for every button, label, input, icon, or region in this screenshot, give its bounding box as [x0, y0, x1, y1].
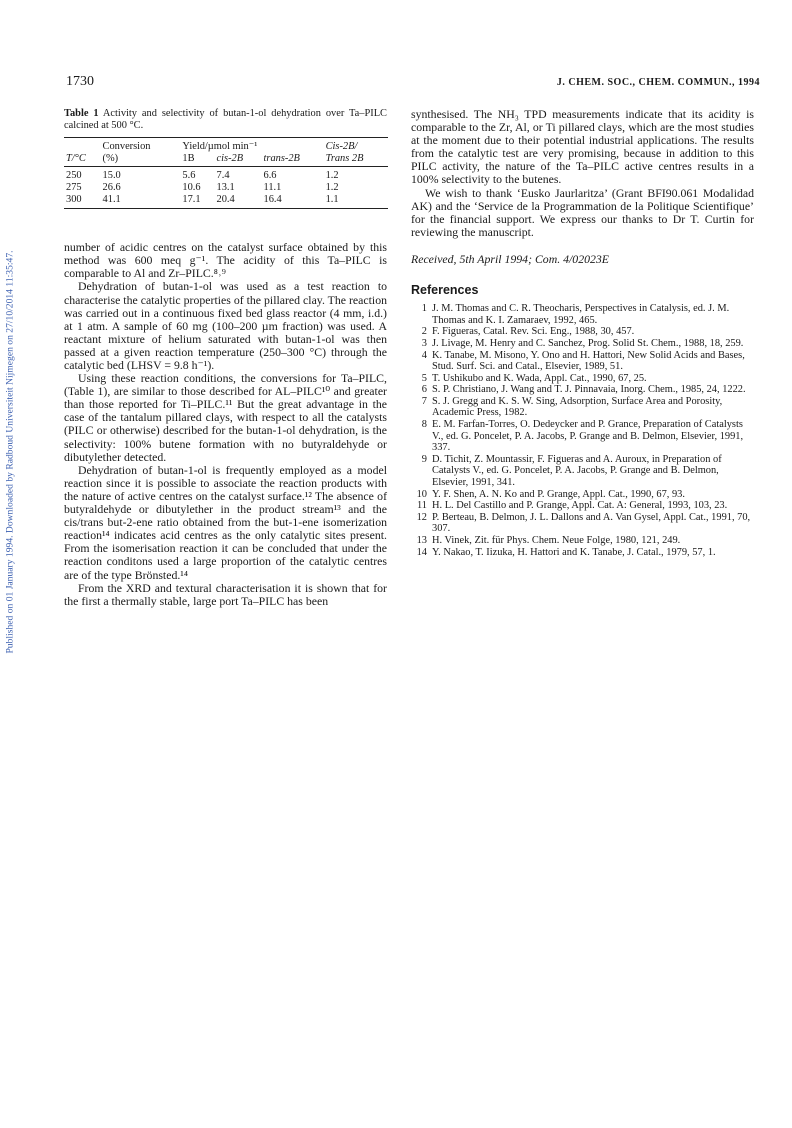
reference-text: H. Vinek, Zit. für Phys. Chem. Neue Folge, 1980, 121, 249.: [432, 535, 681, 546]
references-list: [411, 303, 754, 558]
reference-text: T. Ushikubo and K. Wada, Appl. Cat., 1990, 67, 25.: [432, 372, 647, 384]
reference-number: 13: [416, 535, 427, 546]
header-cis: cis-2B: [215, 153, 262, 167]
table-cell: 16.4: [263, 193, 282, 205]
table-cell: 7.4: [216, 170, 230, 182]
reference-item: [411, 303, 754, 326]
table-cell: 17.1: [182, 193, 201, 205]
reference-number: 11: [416, 500, 427, 512]
header-conversion-unit: (%): [101, 153, 181, 167]
reference-text: H. L. Del Castillo and P. Grange, Appl. Cat. A: General, 1993, 103, 23.: [432, 500, 728, 512]
table-cell: 41.1: [102, 193, 121, 205]
received-date: Received, 5th April 1994; Com. 4/02023E: [411, 251, 610, 266]
table-cell: 15.0: [102, 170, 121, 182]
table-caption-label: Table 1: [64, 108, 99, 119]
reference-number: 4: [421, 349, 427, 361]
results-table: [64, 137, 388, 209]
references-heading: References: [411, 283, 479, 298]
reference-number: 8: [421, 419, 427, 431]
table-cell: 11.1: [263, 181, 282, 193]
reference-item: [411, 547, 754, 559]
table-cell: 6.6: [263, 170, 277, 182]
table-caption: [64, 108, 387, 131]
body-paragraph: Using these reaction conditions, the conversions for Ta–PILC, (Table 1), are similar to those described for AL–PILC¹⁰ and greater than those reported for Ti–PILC.¹¹ But the great advantage in the case of the tantalum pillared clays, with respect to all the catalysts (PILC or otherwise) described for the butan-1-ol dehydration, is the selectivity: 100% butene formation with no butyraldehyde or dibutylether detected.: [64, 371, 387, 464]
table-cell: 5.6: [182, 170, 196, 182]
reference-number: 1: [421, 303, 427, 315]
reference-number: 10: [416, 488, 427, 500]
table-cell: 300: [66, 193, 82, 205]
reference-item: [411, 535, 754, 547]
table-row: [64, 194, 388, 209]
reference-text: E. M. Farfan-Torres, O. Dedeycker and P. Grance, Preparation of Catalysts V., ed. G. Poncelet, P. A. Jacobs, P. Grange and B. Delmon, Elsevier, 1991, 337.: [432, 419, 744, 454]
header-trans: trans-2B: [262, 153, 324, 167]
table-cell: 20.4: [216, 193, 235, 205]
body-paragraph: From the XRD and textural characterisation it is shown that for the first a thermally stable, large port Ta–PILC has been: [64, 580, 387, 608]
table-header-row: [64, 138, 388, 153]
table-cell: 275: [66, 181, 82, 193]
body-paragraph: Dehydration of butan-1-ol was used as a test reaction to characterise the catalytic properties of the pillared clay. The reaction was carried out in a continuous fixed bed glass reactor (4 mm, i.d.) at 1 atm. A sample of 60 mg (100–200 µm fraction) was used. A reactant mixture of helium saturated with butan-1-ol was then passed at a given reaction temperature (250–300 °C) through the catalytic bed (LHSV = 9.8 h⁻¹).: [64, 279, 387, 372]
reference-item: [411, 326, 754, 338]
reference-text: J. M. Thomas and C. R. Theocharis, Perspectives in Catalysis, ed. J. M. Thomas and K. I. Zamaraev, 1992, 465.: [432, 303, 730, 326]
reference-text: Y. F. Shen, A. N. Ko and P. Grange, Appl. Cat., 1990, 67, 93.: [432, 488, 685, 500]
body-paragraph: Dehydration of butan-1-ol is frequently employed as a model reaction since it is possible to associate the reaction products with the nature of active centres on the catalyst surface.¹² The absence of butyraldehyde or dibutylether in the product stream¹³ and the cis/trans but-2-ene ratio obtained from the but-1-ene isomerization reaction¹⁴ indicates acid centres as the only catalytic sites present. From the isomerisation reaction it can be concluded that under the reaction conditons used a large proportion of the catalytic centres are of the type Brönsted.¹⁴: [64, 462, 387, 582]
table-cell: 13.1: [216, 181, 235, 193]
journal-header: J. CHEM. SOC., CHEM. COMMUN., 1994: [556, 77, 760, 88]
reference-number: 6: [421, 384, 427, 396]
left-column: [64, 108, 387, 608]
table-cell: 250: [66, 170, 82, 182]
table-caption-text: Activity and selectivity of butan-1-ol dehydration over Ta–PILC calcined at 500 °C.: [64, 108, 387, 131]
reference-item: [411, 373, 754, 385]
download-sidebar: [0, 0, 20, 1128]
reference-text: P. Berteau, B. Delmon, J. L. Dallons and A. Van Gysel, Appl. Cat., 1991, 70, 307.: [432, 511, 751, 535]
reference-item: [411, 396, 754, 419]
table-row: [64, 167, 388, 182]
reference-number: 12: [416, 511, 427, 523]
reference-text: S. P. Christiano, J. Wang and T. J. Pinnavaia, Inorg. Chem., 1985, 24, 1222.: [432, 384, 746, 396]
right-column: [411, 108, 754, 558]
reference-text: S. J. Gregg and K. S. W. Sing, Adsorption, Surface Area and Porosity, Academic Press, 1982.: [432, 395, 723, 419]
reference-item: [411, 419, 754, 454]
reference-item: [411, 489, 754, 501]
table-cell: 10.6: [182, 181, 201, 193]
reference-text: K. Tanabe, M. Misono, Y. Ono and H. Hattori, New Solid Acids and Bases, Stud. Surf. Sci. and Catal., Elsevier, 1989, 51.: [432, 349, 745, 373]
reference-number: 5: [421, 372, 427, 384]
header-conversion: Conversion: [102, 141, 151, 153]
reference-number: 14: [416, 546, 427, 558]
reference-item: [411, 500, 754, 512]
reference-number: 7: [421, 395, 427, 407]
body-paragraph: number of acidic centres on the catalyst surface obtained by this method was 600 meq g⁻¹. The acidity of this Ta–PILC is comparable to Al and Zr–PILC.⁸˒⁹: [64, 240, 387, 281]
reference-item: [411, 454, 754, 489]
header-temperature: T/°C: [64, 153, 101, 167]
table-row: [64, 182, 388, 194]
page-number: 1730: [66, 74, 94, 89]
header-ratio-unit: Trans 2B: [324, 153, 388, 167]
table-cell: 1.2: [325, 181, 339, 193]
reference-item: [411, 350, 754, 373]
header-yield: Yield/µmol min⁻¹: [182, 141, 258, 153]
reference-item: [411, 338, 754, 350]
reference-text: J. Livage, M. Henry and C. Sanchez, Prog. Solid St. Chem., 1988, 18, 259.: [432, 337, 744, 349]
reference-number: 3: [421, 337, 427, 349]
acknowledgements: We wish to thank ‘Eusko Jaurlaritza’ (Grant BFI90.061 Modalidad AK) and the ‘Service de la Programmation de la Politique Scientifique’ for the financial support. We express our thanks to Dr T. Curtin for reviewing the manuscript.: [411, 185, 754, 239]
download-notice: Published on 01 January 1994. Downloaded by Radboud Universiteit Nijmegen on 27/10/2014 11:35:47.: [4, 250, 16, 654]
reference-item: [411, 512, 754, 535]
reference-text: F. Figueras, Catal. Rev. Sci. Eng., 1988, 30, 457.: [432, 326, 635, 338]
header-ratio: Cis-2B/: [325, 141, 358, 153]
reference-item: [411, 384, 754, 396]
table-cell: 26.6: [102, 181, 121, 193]
header-1b: 1B: [180, 153, 214, 167]
table-subheader-row: [64, 153, 388, 167]
body-paragraph: synthesised. The NH₃ TPD measurements indicate that its acidity is comparable to the Zr, Al, or Ti pillared clays, which are the most studies at the moment due to their potential industrial applications. The results from the catalytic test are very promising, because in addition to this PILC activity, the nature of the Ta–PILC active centres results in a 100% selectivity to the butenes.: [411, 107, 754, 187]
table-cell: 1.2: [325, 170, 339, 182]
reference-number: 9: [421, 453, 427, 465]
table-cell: 1.1: [325, 193, 339, 205]
reference-text: Y. Nakao, T. Iizuka, H. Hattori and K. Tanabe, J. Catal., 1979, 57, 1.: [432, 546, 716, 558]
reference-text: D. Tichit, Z. Mountassir, F. Figueras and A. Auroux, in Preparation of Catalysts V., ed. G. Poncelet, P. A. Jacobs, P. Grange and B. Delmon, Elsevier, 1991, 341.: [432, 453, 722, 489]
reference-number: 2: [421, 326, 427, 338]
